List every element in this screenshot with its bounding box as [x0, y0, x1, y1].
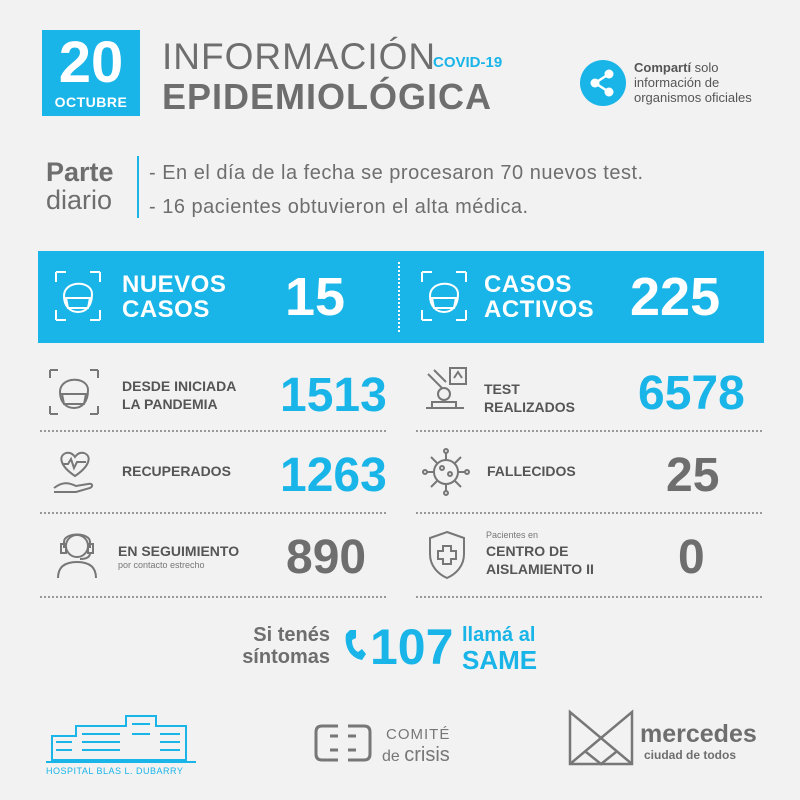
- share-bold: Compartí: [634, 60, 692, 75]
- cta-left-1: Si tenés: [253, 624, 330, 646]
- row-divider: [416, 430, 762, 432]
- seguimiento-value: 890: [286, 531, 367, 584]
- parte-title: Parte: [46, 157, 114, 187]
- aislamiento-label-2: AISLAMIENTO II: [486, 561, 594, 577]
- row-divider: [40, 512, 386, 514]
- title-line-1: INFORMACIÓN: [162, 36, 437, 77]
- microscope-icon: [420, 364, 470, 421]
- mask-face-icon: [416, 266, 472, 331]
- share-icon[interactable]: [580, 60, 626, 106]
- row-divider: [40, 430, 386, 432]
- activos-label-1: CASOS: [484, 271, 572, 298]
- aislamiento-label-group: [486, 530, 594, 578]
- operator-headset-icon: [52, 526, 102, 585]
- test-label-1: TEST: [484, 381, 520, 397]
- recuperados-value: 1263: [280, 449, 387, 502]
- aislamiento-value: 0: [678, 531, 705, 584]
- row-divider: [416, 512, 762, 514]
- mask-face-icon: [50, 266, 106, 331]
- share-rest-2: información de: [634, 75, 720, 90]
- nuevos-label-1: NUEVOS: [122, 271, 227, 298]
- virus-icon: [420, 446, 472, 503]
- pandemia-label-2: LA PANDEMIA: [122, 396, 218, 412]
- mercedes-logo-icon: [566, 708, 636, 773]
- share-rest-1: solo: [691, 60, 719, 75]
- parte-divider: [137, 156, 139, 218]
- phone-icon: [342, 628, 368, 667]
- diario-title: diario: [46, 185, 113, 215]
- nuevos-label-2: CASOS: [122, 296, 210, 323]
- comite-logo-icon: [312, 722, 374, 769]
- row-divider: [40, 596, 386, 598]
- mask-face-icon: [46, 366, 102, 423]
- comite-title: COMITÉ: [386, 726, 451, 743]
- test-label-2: REALIZADOS: [484, 399, 575, 415]
- date-day: 20: [58, 30, 124, 95]
- pandemia-label-1: DESDE INICIADA: [122, 378, 237, 394]
- mercedes-tagline: ciudad de todos: [644, 748, 737, 762]
- parte-line-1: - En el día de la fecha se procesaron 70 nuevos test.: [149, 162, 644, 184]
- heart-hand-icon: [50, 446, 100, 501]
- hospital-name: HOSPITAL BLAS L. DUBARRY: [46, 766, 184, 776]
- seguimiento-label: EN SEGUIMIENTO: [118, 543, 240, 559]
- cta-left-2: síntomas: [242, 646, 330, 668]
- fallecidos-value: 25: [666, 449, 720, 502]
- activos-label-2: ACTIVOS: [484, 296, 595, 323]
- covid-tag: COVID-19: [433, 54, 503, 71]
- banner-divider: [398, 262, 400, 332]
- date-badge: [42, 30, 140, 116]
- share-rest-3: organismos oficiales: [634, 90, 752, 105]
- row-divider: [416, 596, 762, 598]
- date-month: OCTUBRE: [54, 94, 128, 110]
- seguimiento-sub: por contacto estrecho: [118, 560, 205, 570]
- test-value: 6578: [638, 367, 745, 420]
- pandemia-value: 1513: [280, 369, 387, 422]
- shield-cross-icon: [424, 528, 470, 587]
- fallecidos-label: FALLECIDOS: [487, 463, 576, 479]
- comite-sub-a: de: [382, 748, 405, 765]
- activos-value: 225: [630, 267, 721, 327]
- emergency-number[interactable]: 107: [370, 619, 454, 675]
- cta-right-1: llamá al: [462, 624, 536, 646]
- parte-line-2: - 16 pacientes obtuvieron el alta médica.: [149, 196, 529, 218]
- comite-sub-b: crisis: [404, 744, 450, 766]
- title-line-2: EPIDEMIOLÓGICA: [162, 76, 493, 117]
- mercedes-name: mercedes: [640, 720, 757, 748]
- comite-subtitle: [382, 744, 450, 767]
- hospital-logo-icon: [46, 712, 196, 769]
- aislamiento-label-1: CENTRO DE: [486, 543, 569, 559]
- nuevos-value: 15: [285, 267, 346, 327]
- cta-right-2: SAME: [462, 645, 538, 675]
- share-note: [634, 60, 784, 105]
- recuperados-label: RECUPERADOS: [122, 463, 231, 479]
- aislamiento-small: Pacientes en: [486, 530, 539, 540]
